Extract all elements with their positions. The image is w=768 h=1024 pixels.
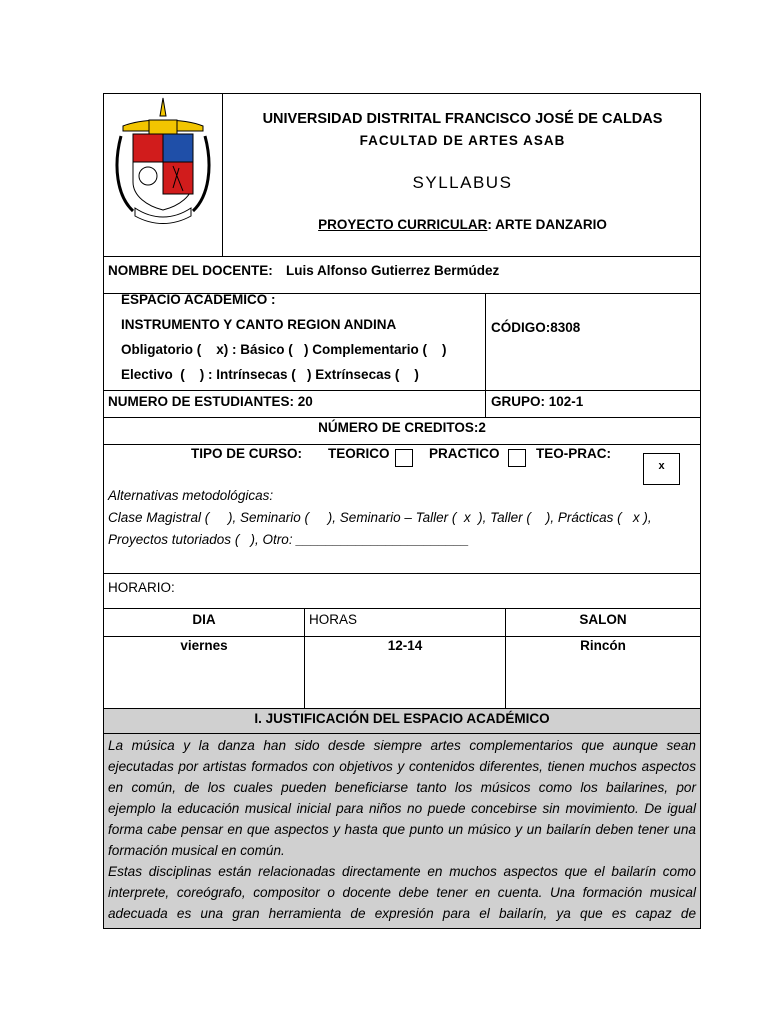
practico-label: PRACTICO <box>429 446 500 461</box>
methods-line-2: Proyectos tutoriados ( ), Otro: _______________________ <box>108 532 469 547</box>
schedule-hours: 12-14 <box>387 638 423 653</box>
header-divider <box>222 93 223 257</box>
teo-prac-label: TEO-PRAC: <box>536 446 611 461</box>
schedule-day: viernes <box>180 638 228 653</box>
document-title: SYLLABUS <box>412 173 513 192</box>
justification-line-5: forma cabe pensar en que aspectos y hasta que punto un músico y un bailarín deben tener una <box>108 822 696 837</box>
project-value: : ARTE DANZARIO <box>487 217 607 232</box>
teo-prac-mark: x <box>658 460 665 472</box>
schedule-label-row <box>103 573 701 609</box>
schedule-col-horas: HORAS <box>309 612 358 627</box>
project-line <box>230 217 695 232</box>
credits: NÚMERO DE CREDITOS:2 <box>318 420 486 435</box>
justification-line-3: en común, de los cuales pueden beneficiarse tanto los músicos como los bailarines, por <box>108 780 696 795</box>
methods-line-1: Clase Magistral ( ), Seminario ( ), Seminario – Taller ( x ), Taller ( ), Prácticas ( x ), <box>108 510 652 525</box>
teacher-value: Luis Alfonso Gutierrez Bermúdez <box>286 263 500 278</box>
justification-line-8: interprete, coreógrafo, compositor o docente debe tener en cuenta. Una formación musical <box>108 885 696 900</box>
justification-line-2: ejecutadas por artistas formados con objetivos y contenidos diferentes, tienen muchos aspectos <box>108 759 696 774</box>
schedule-col-dia: DIA <box>192 612 216 627</box>
university-crest-icon <box>113 96 213 226</box>
justification-line-1: La música y la danza han sido desde siempre artes complementarios que aunque sean <box>108 738 696 753</box>
justification-line-4: ejemplo la educación musical inicial para niños no puede concebirse sin movimiento. De igual <box>108 801 696 816</box>
academic-space-type-1: Obligatorio ( x) : Básico ( ) Complementario ( ) <box>121 342 447 357</box>
faculty-name: FACULTAD DE ARTES ASAB <box>359 133 566 148</box>
justification-line-6: formación musical en común. <box>108 843 285 858</box>
academic-space-name: INSTRUMENTO Y CANTO REGION ANDINA <box>121 317 397 332</box>
schedule-col-salon: SALON <box>579 612 627 627</box>
students-count: NUMERO DE ESTUDIANTES: 20 <box>108 394 313 409</box>
code-cell <box>485 293 701 391</box>
justification-line-9: adecuada es una gran herramienta de expresión para el bailarín, ya que es capaz de <box>108 906 696 921</box>
project-label: PROYECTO CURRICULAR <box>318 217 488 232</box>
academic-space-type-2: Electivo ( ) : Intrínsecas ( ) Extrínsecas ( ) <box>121 367 419 382</box>
practico-checkbox <box>508 449 526 467</box>
schedule-label: HORARIO: <box>108 580 175 595</box>
methods-title: Alternativas metodológicas: <box>108 488 274 503</box>
schedule-room: Rincón <box>580 638 626 653</box>
teacher-label: NOMBRE DEL DOCENTE: <box>108 263 273 278</box>
course-code: CÓDIGO:8308 <box>491 320 581 335</box>
teorico-checkbox <box>395 449 413 467</box>
course-type-label: TIPO DE CURSO: <box>191 446 303 461</box>
teorico-label: TEORICO <box>328 446 390 461</box>
justification-line-7: Estas disciplinas están relacionadas directamente en muchos aspectos que el bailarín como <box>108 864 696 879</box>
academic-space-label: ESPACIO ACADEMICO : <box>121 292 276 307</box>
justification-title: I. JUSTIFICACIÓN DEL ESPACIO ACADÉMICO <box>254 711 550 726</box>
group-number: GRUPO: 102-1 <box>491 394 584 409</box>
university-name: UNIVERSIDAD DISTRITAL FRANCISCO JOSÉ DE CALDAS <box>262 111 663 127</box>
